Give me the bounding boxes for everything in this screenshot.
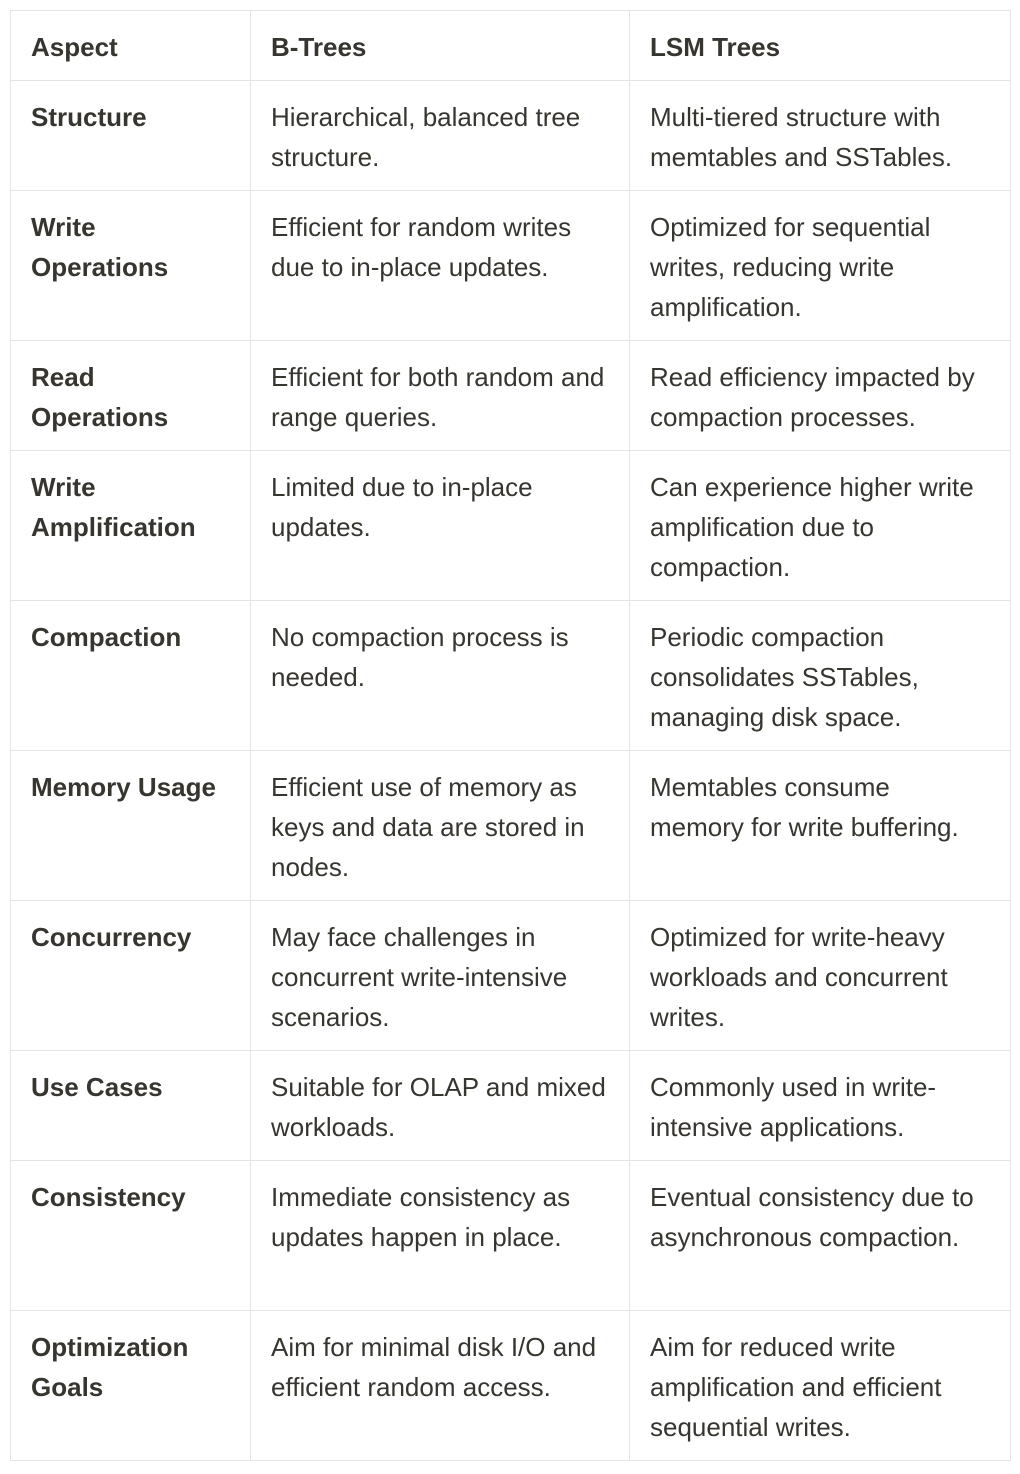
aspect-cell: Write Operations	[11, 191, 251, 341]
btree-cell: Limited due to in-place updates.	[251, 451, 630, 601]
lsm-cell: Aim for reduced write amplification and efficient sequential writes.	[630, 1311, 1011, 1461]
lsm-cell: Commonly used in write-intensive applications.	[630, 1051, 1011, 1161]
btree-cell: Efficient for random writes due to in-place updates.	[251, 191, 630, 341]
aspect-cell: Use Cases	[11, 1051, 251, 1161]
lsm-cell: Optimized for sequential writes, reducing write amplification.	[630, 191, 1011, 341]
comparison-table	[10, 10, 1011, 1461]
table-row	[11, 341, 1011, 451]
header-btrees: B-Trees	[251, 11, 630, 81]
table-row	[11, 1051, 1011, 1161]
btree-cell: Suitable for OLAP and mixed workloads.	[251, 1051, 630, 1161]
aspect-cell: Read Operations	[11, 341, 251, 451]
header-row	[11, 11, 1011, 81]
btree-cell: No compaction process is needed.	[251, 601, 630, 751]
btree-cell: Hierarchical, balanced tree structure.	[251, 81, 630, 191]
btree-cell: Immediate consistency as updates happen in place.	[251, 1161, 630, 1311]
btree-cell: Aim for minimal disk I/O and efficient random access.	[251, 1311, 630, 1461]
lsm-cell: Eventual consistency due to asynchronous compaction.	[630, 1161, 1011, 1311]
table-row	[11, 751, 1011, 901]
table-row	[11, 451, 1011, 601]
btree-cell: Efficient for both random and range queries.	[251, 341, 630, 451]
aspect-cell: Structure	[11, 81, 251, 191]
aspect-cell: Write Amplification	[11, 451, 251, 601]
header-lsm-trees: LSM Trees	[630, 11, 1011, 81]
aspect-cell: Optimization Goals	[11, 1311, 251, 1461]
aspect-cell: Consistency	[11, 1161, 251, 1311]
lsm-cell: Can experience higher write amplification due to compaction.	[630, 451, 1011, 601]
table-row	[11, 81, 1011, 191]
lsm-cell: Optimized for write-heavy workloads and concurrent writes.	[630, 901, 1011, 1051]
lsm-cell: Periodic compaction consolidates SSTables, managing disk space.	[630, 601, 1011, 751]
btree-cell: Efficient use of memory as keys and data are stored in nodes.	[251, 751, 630, 901]
aspect-cell: Compaction	[11, 601, 251, 751]
header-aspect: Aspect	[11, 11, 251, 81]
table-row	[11, 191, 1011, 341]
btree-cell: May face challenges in concurrent write-intensive scenarios.	[251, 901, 630, 1051]
lsm-cell: Read efficiency impacted by compaction processes.	[630, 341, 1011, 451]
table-row	[11, 601, 1011, 751]
aspect-cell: Memory Usage	[11, 751, 251, 901]
lsm-cell: Memtables consume memory for write buffering.	[630, 751, 1011, 901]
table-row	[11, 1161, 1011, 1311]
table-row	[11, 1311, 1011, 1461]
table-row	[11, 901, 1011, 1051]
lsm-cell: Multi-tiered structure with memtables and SSTables.	[630, 81, 1011, 191]
aspect-cell: Concurrency	[11, 901, 251, 1051]
